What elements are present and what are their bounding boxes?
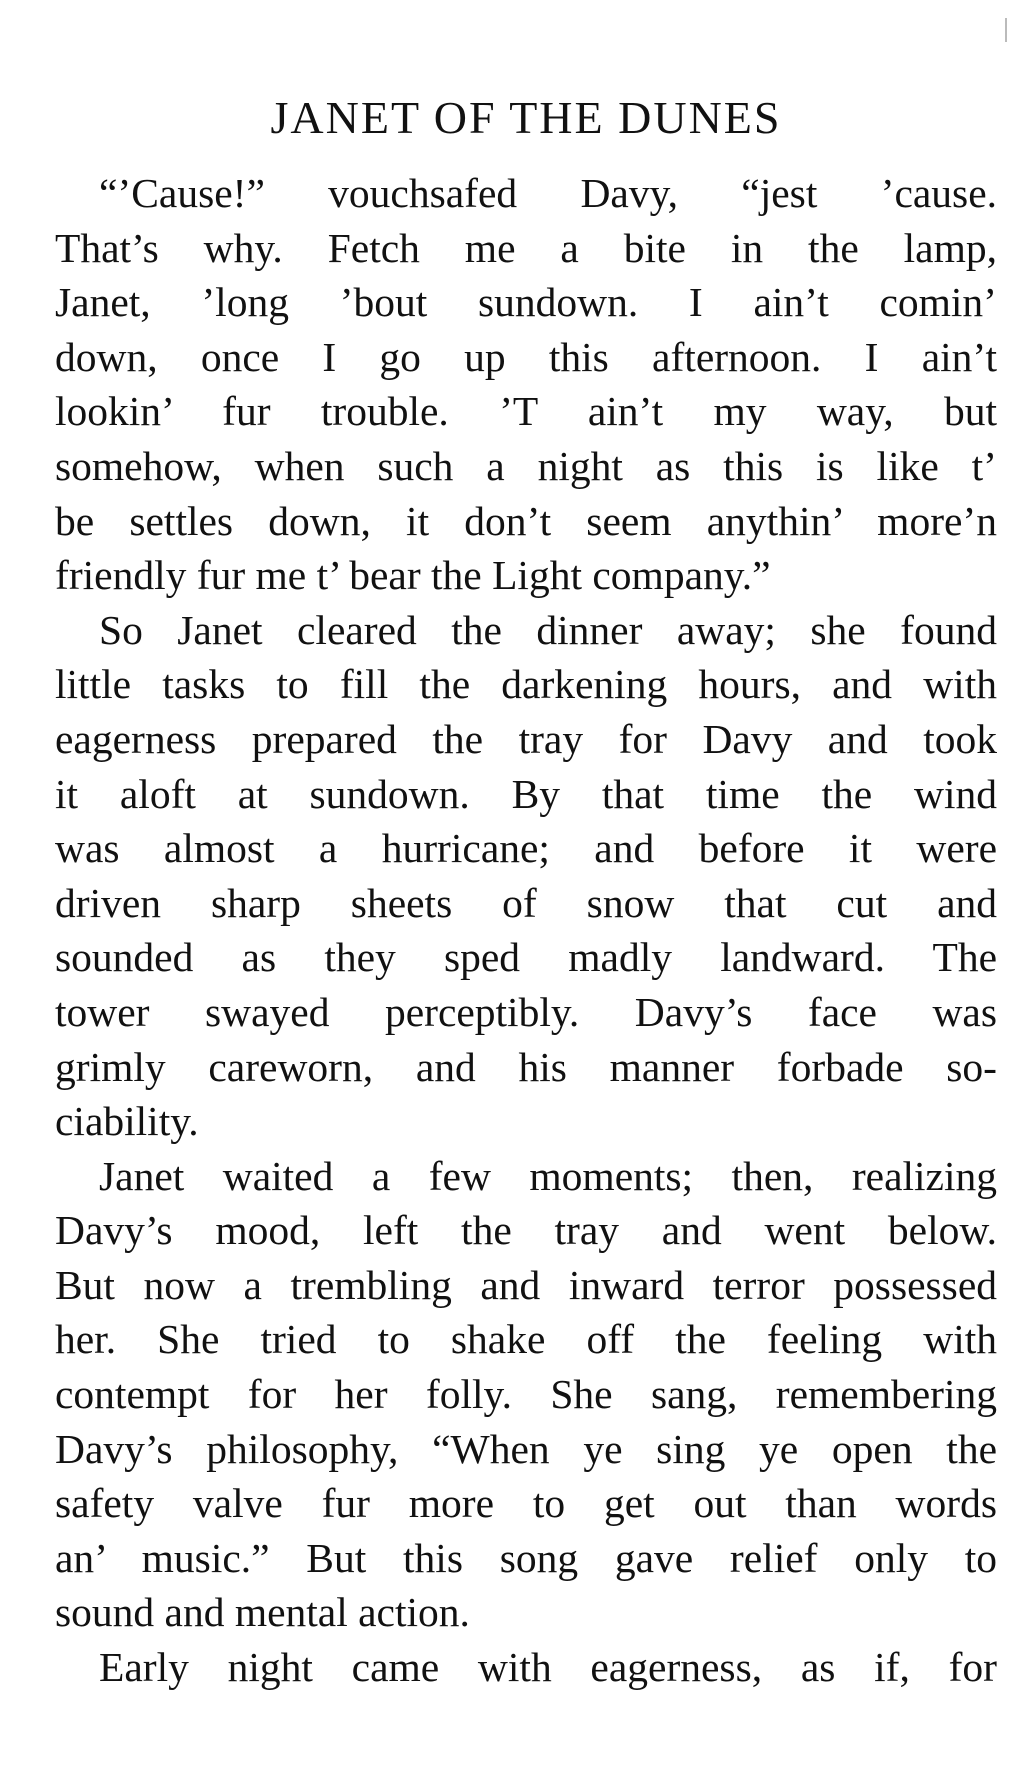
text-line: her. She tried to shake off the feeling with	[55, 1316, 997, 1363]
text-line: it aloft at sundown. By that time the wind	[55, 770, 997, 817]
text-line: driven sharp sheets of snow that cut and	[55, 879, 997, 926]
paragraph-3	[55, 1149, 997, 1640]
text-line: somehow, when such a night as this is like t’	[55, 442, 997, 489]
text-line: sounded as they sped madly landward. The	[55, 934, 997, 981]
text-line: an’ music.” But this song gave relief only to	[55, 1534, 997, 1581]
text-line: contempt for her folly. She sang, remembering	[55, 1371, 997, 1418]
text-line: That’s why. Fetch me a bite in the lamp,	[55, 224, 997, 271]
text-line: safety valve fur more to get out than words	[55, 1480, 997, 1527]
paragraph-1	[55, 166, 997, 603]
text-line: sound and mental action.	[55, 1589, 470, 1636]
scan-edge-mark	[1005, 18, 1007, 42]
text-line: Janet waited a few moments; then, realizing	[99, 1152, 997, 1199]
text-line: tower swayed perceptibly. Davy’s face was	[55, 988, 997, 1035]
text-line: ciability.	[55, 1098, 199, 1145]
text-line: friendly fur me t’ bear the Light company.”	[55, 552, 771, 599]
text-line: was almost a hurricane; and before it were	[55, 825, 997, 872]
text-line: little tasks to fill the darkening hours, and with	[55, 661, 997, 708]
text-line: “’Cause!” vouchsafed Davy, “jest ’cause.	[99, 170, 997, 216]
text-line: So Janet cleared the dinner away; she found	[99, 606, 997, 653]
text-line: But now a trembling and inward terror possessed	[55, 1261, 997, 1308]
text-line: lookin’ fur trouble. ’T ain’t my way, but	[55, 388, 997, 435]
text-line: Davy’s mood, left the tray and went below.	[55, 1207, 997, 1254]
text-line: Davy’s philosophy, “When ye sing ye open the	[55, 1425, 997, 1472]
paragraph-4	[55, 1640, 997, 1695]
text-line: grimly careworn, and his manner forbade so-	[55, 1043, 997, 1090]
paragraph-2	[55, 603, 997, 1149]
book-page	[55, 88, 997, 1695]
text-line: eagerness prepared the tray for Davy and took	[55, 715, 997, 762]
text-line: Early night came with eagerness, as if, for	[99, 1644, 997, 1691]
text-line: be settles down, it don’t seem anythin’ more’n	[55, 497, 997, 544]
running-head: JANET OF THE DUNES	[270, 92, 782, 143]
text-line: Janet, ’long ’bout sundown. I ain’t comin’	[55, 279, 997, 326]
text-line: down, once I go up this afternoon. I ain’t	[55, 333, 997, 380]
